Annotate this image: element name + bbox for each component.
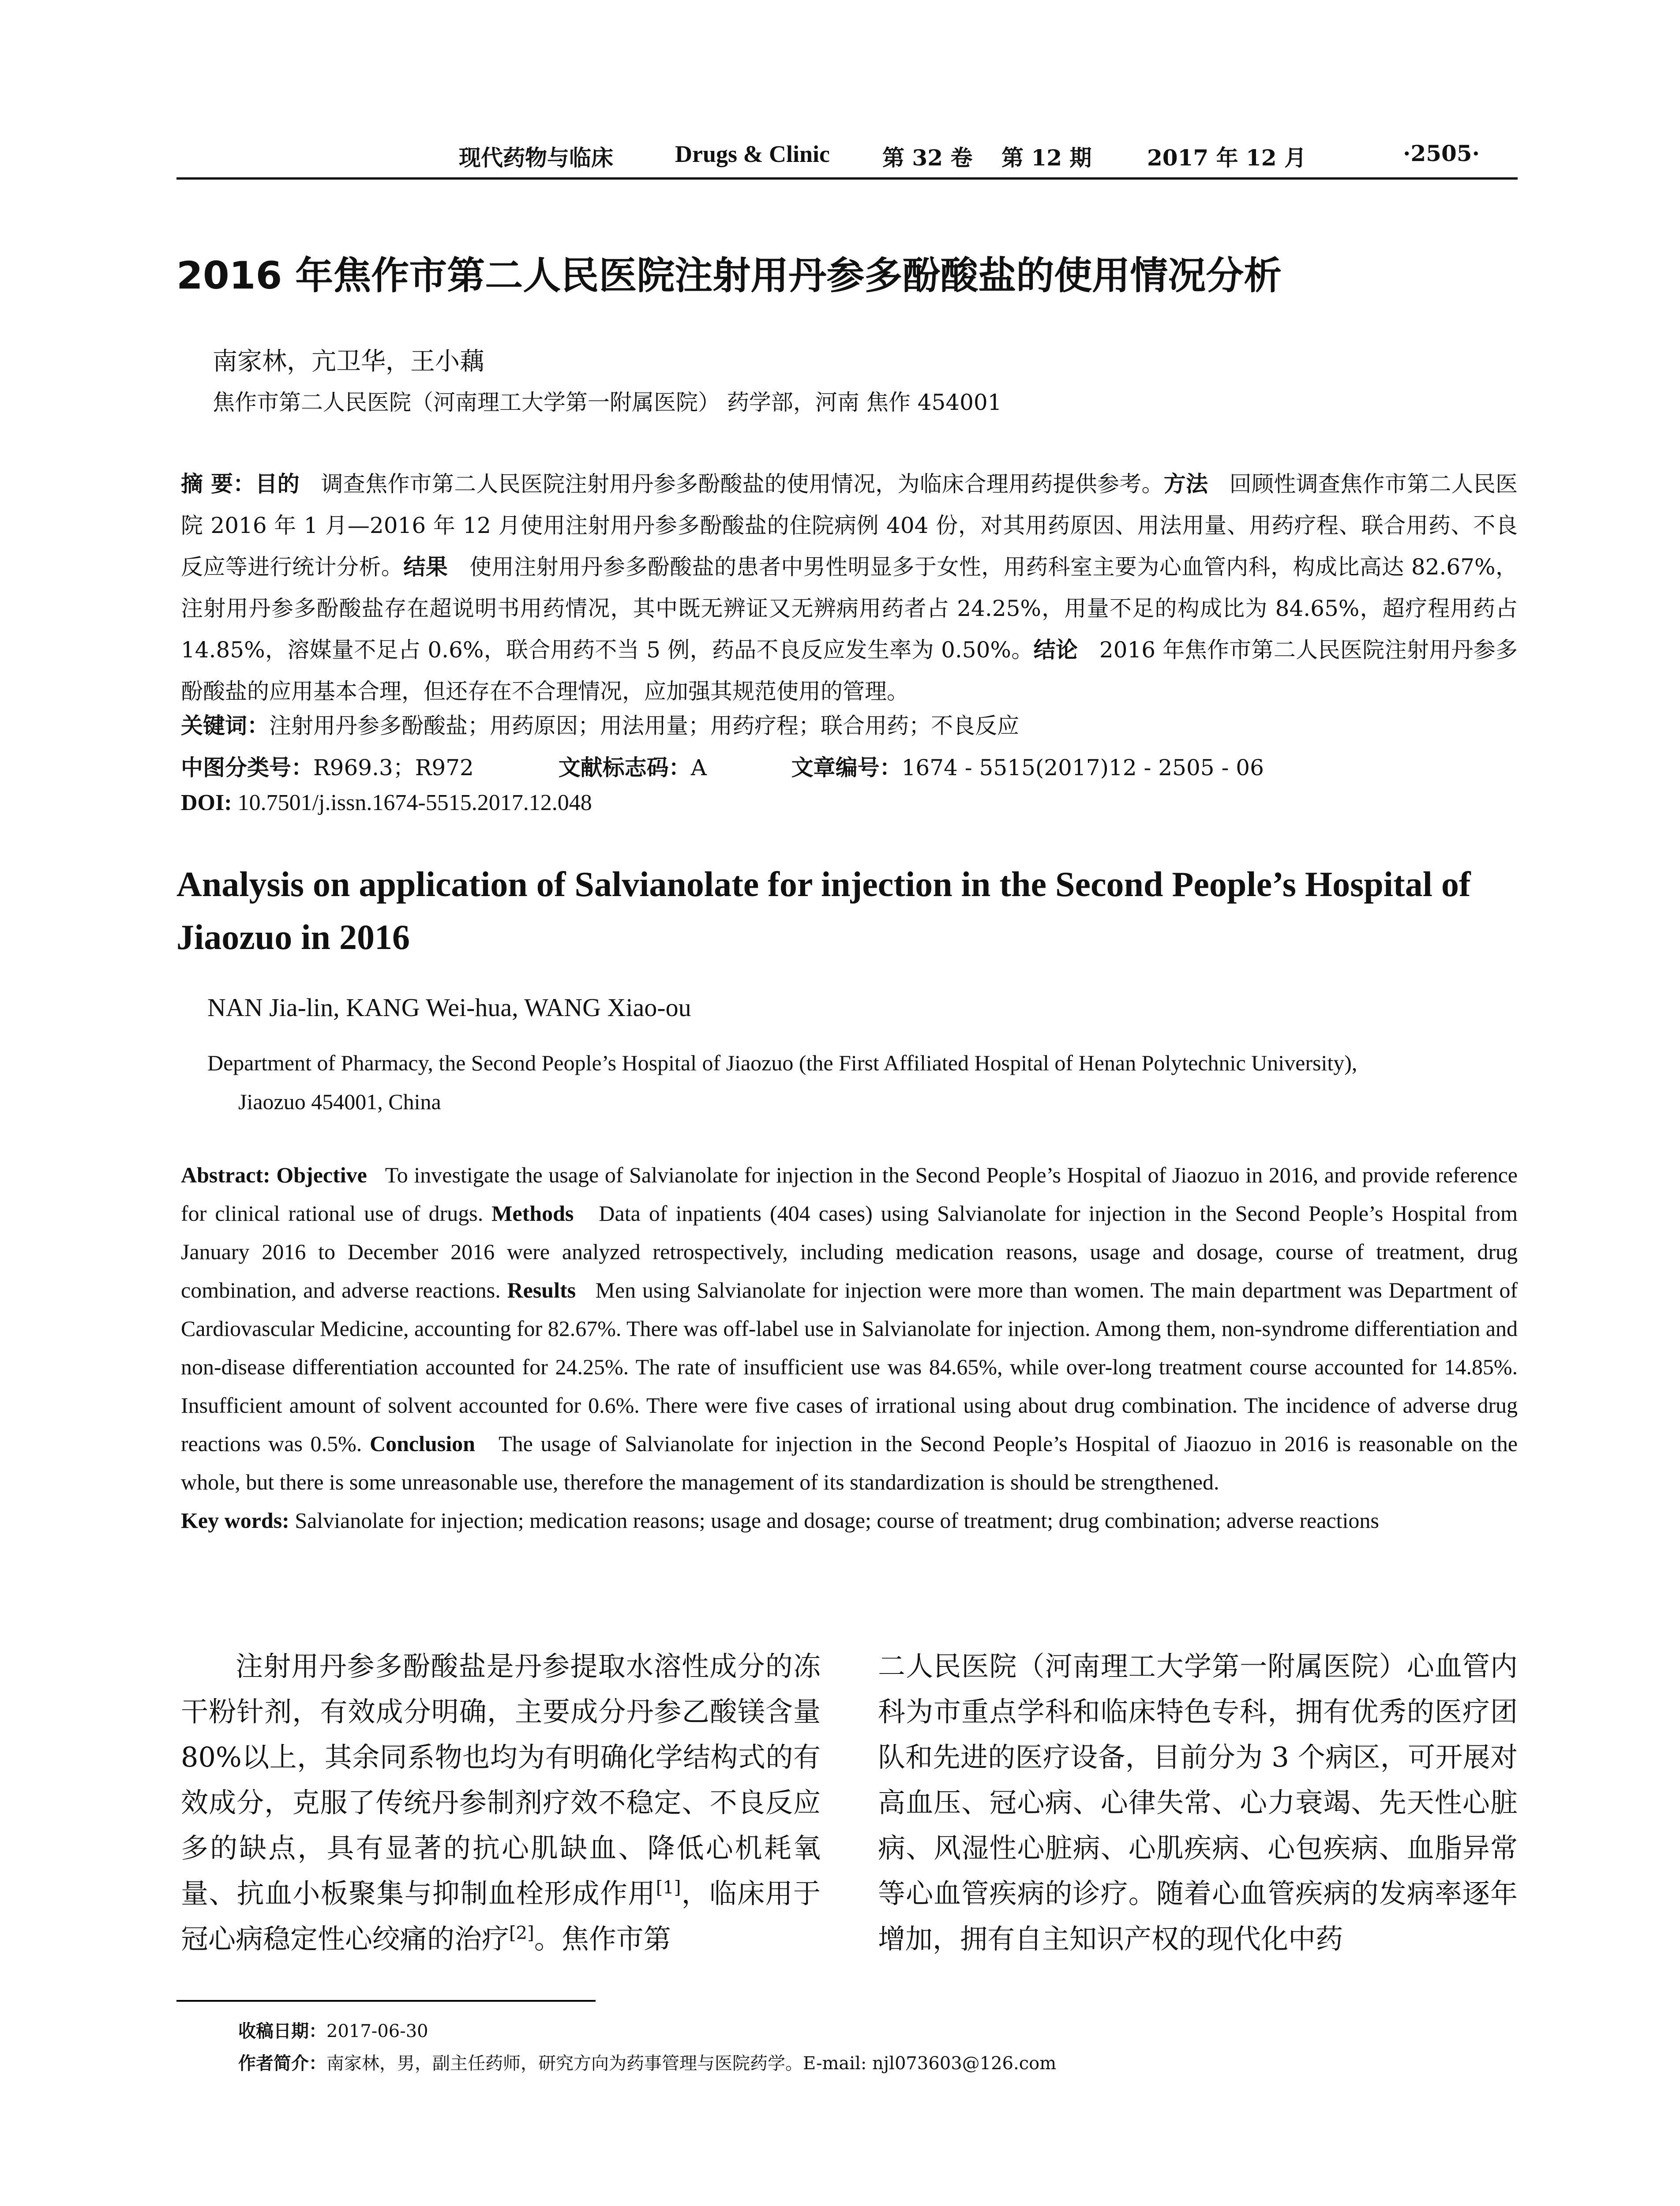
author-bio-label: 作者简介： — [238, 2053, 326, 2074]
affiliation-en-line2: Jiaozuo 454001, China — [238, 1089, 441, 1114]
page-number: ·2505· — [1403, 140, 1480, 166]
affiliation-cn: 焦作市第二人民医院（河南理工大学第一附属医院） 药学部，河南 焦作 454001 — [213, 390, 1002, 415]
doi-label: DOI: — [181, 790, 232, 815]
clc-label: 中图分类号： — [181, 755, 313, 780]
abstract-label-cn: 摘 要： — [181, 471, 255, 497]
running-header — [176, 140, 1518, 171]
conclusion-en: The usage of Salvianolate for injection in the Second People’s Hospital of Jiaozuo in 2016 is reasonable on the whole, but there is some unreasonable use, therefore the management of its standardization is should be strengthened. — [181, 1431, 1518, 1494]
body-column-right: 二人民医院（河南理工大学第一附属医院）心血管内科为市重点学科和临床特色专科，拥有优秀的医疗团队和先进的医疗设备，目前分为 3 个病区，可开展对高血压、冠心病、心律失常、心力衰竭、先天性心脏病、风湿性心脏病、心肌疾病、心包疾病、血脂异常等心血管疾病的诊疗。随着心血管疾病的发病率逐年增加，拥有自主知识产权的现代化中药 — [878, 1650, 1518, 1955]
classification-line — [181, 750, 1264, 782]
document-code: A — [690, 755, 707, 780]
abstract-cn — [181, 463, 1518, 712]
body-left-text-3: 。焦作市第 — [534, 1923, 671, 1955]
authors-cn: 南家林，亢卫华，王小藕 — [213, 347, 484, 376]
received-date-note — [238, 2017, 428, 2042]
body-left-text-1: 注射用丹参多酚酸盐是丹参提取水溶性成分的冻干粉针剂，有效成分明确，主要成分丹参乙酸镁含量 80%以上，其余同系物也均为有明确化学结构式的有效成分，克服了传统丹参制剂疗效不稳定、不良反应多的缺点，具有显著的抗心肌缺血、降低心机耗氧量、抗血小板聚集与抑制血栓形成作用 — [181, 1650, 821, 1910]
keywords-label-en: Key words: — [181, 1508, 289, 1533]
abstract-label-en: Abstract: Objective — [181, 1163, 367, 1187]
article-number-label: 文章编号： — [791, 755, 902, 780]
objective-en: To investigate the usage of Salvianolate for injection in the Second People’s Hospital of Jiaozuo in 2016, and provide reference for clinical rational use of drugs. — [181, 1163, 1518, 1226]
abstract-en — [181, 1156, 1518, 1540]
title-en: Analysis on application of Salvianolate for injection in the Second People’s Hospital of Jiaozuo in 2016 — [176, 865, 1471, 957]
conclusion-label-en: Conclusion — [370, 1431, 475, 1456]
received-date: 2017-06-30 — [326, 2021, 428, 2041]
journal-name-cn: 现代药物与临床 — [459, 145, 613, 171]
conclusion-cn: 2016 年焦作市第二人民医院注射用丹参多酚酸盐的应用基本合理，但还存在不合理情况，应加强其规范使用的管理。 — [181, 637, 1518, 704]
conclusion-label-cn: 结论 — [1033, 637, 1078, 663]
keywords-text-cn: 注射用丹参多酚酸盐；用药原因；用法用量；用药疗程；联合用药；不良反应 — [269, 713, 1019, 739]
header-divider — [176, 177, 1518, 180]
author-bio: 南家林，男，副主任药师，研究方向为药事管理与医院药学。E-mail: njl073603@126.com — [326, 2053, 1057, 2074]
doi-value: 10.7501/j.issn.1674-5515.2017.12.048 — [237, 790, 592, 815]
issue: 第 12 期 — [1001, 145, 1092, 171]
citation-2[interactable]: [2] — [509, 1923, 534, 1943]
authors-en: NAN Jia-lin, KANG Wei-hua, WANG Xiao-ou — [207, 993, 691, 1022]
received-label: 收稿日期： — [238, 2021, 326, 2041]
methods-label-en: Methods — [491, 1201, 574, 1226]
objective-cn: 调查焦作市第二人民医院注射用丹参多酚酸盐的使用情况，为临床合理用药提供参考。 — [321, 471, 1164, 497]
body-left-text-2: ，临床用于冠心病稳定性心绞痛的治疗 — [181, 1877, 821, 1955]
methods-en: Data of inpatients (404 cases) using Salvianolate for injection in the Second People’s Hospital from January 2016 to December 2016 were analyzed retrospectively, including medication reasons, usage and dosage, course of treatment, drug combination, and adverse reactions. — [181, 1201, 1518, 1302]
methods-cn: 回顾性调查焦作市第二人民医院 2016 年 1 月—2016 年 12 月使用注射用丹参多酚酸盐的住院病例 404 份，对其用药原因、用法用量、用药疗程、联合用药、不良反应等进行统计分析。 — [181, 471, 1518, 580]
author-bio-note — [238, 2049, 1056, 2075]
doi-line — [181, 790, 592, 816]
keywords-label-cn: 关键词： — [181, 713, 269, 739]
body-column-left — [181, 1643, 821, 1962]
volume: 第 32 卷 — [882, 145, 973, 171]
citation-1[interactable]: [1] — [656, 1877, 681, 1898]
results-label-cn: 结果 — [403, 554, 448, 580]
footnote-divider — [176, 2000, 596, 2002]
methods-label-cn: 方法 — [1163, 471, 1208, 497]
clc-number: R969.3；R972 — [313, 755, 474, 780]
affiliation-en — [207, 1043, 1513, 1121]
issue-date: 2017 年 12 月 — [1147, 145, 1306, 171]
results-cn: 使用注射用丹参多酚酸盐的患者中男性明显多于女性，用药科室主要为心血管内科，构成比高达 82.67%，注射用丹参多酚酸盐存在超说明书用药情况，其中既无辨证又无辨病用药者占 24.25%，用量不足的构成比为 84.65%，超疗程用药占 14.85%，溶媒量不足占 0.6%，联合用药不当 5 例，药品不良反应发生率为 0.50%。 — [181, 554, 1518, 663]
objective-label-cn: 目的 — [255, 471, 300, 497]
document-code-label: 文献标志码： — [558, 755, 691, 780]
keywords-en: Salvianolate for injection; medication reasons; usage and dosage; course of treatment; drug combination; adverse reactions — [295, 1508, 1379, 1533]
article-number: 1674 - 5515(2017)12 - 2505 - 06 — [901, 755, 1264, 780]
affiliation-en-line1: Department of Pharmacy, the Second People’s Hospital of Jiaozuo (the First Affiliated Hospital of Henan Polytechnic University), — [207, 1050, 1358, 1075]
journal-name-en: Drugs & Clinic — [675, 141, 830, 167]
results-label-en: Results — [507, 1278, 576, 1302]
keywords-cn — [181, 708, 1019, 740]
results-en: Men using Salvianolate for injection were more than women. The main department was Department of Cardiovascular Medicine, accounting for 82.67%. There was off-label use in Salvianolate for injection. Among them, non-syndrome differentiation and non-disease differentiation accounted for 24.25%. The rate of insufficient use was 84.65%, while over-long treatment course accounted for 14.85%. Insufficient amount of solvent accounted for 0.6%. There were five cases of irrational using about drug combination. The incidence of adverse drug reactions was 0.5%. — [181, 1278, 1518, 1456]
title-cn: 2016 年焦作市第二人民医院注射用丹参多酚酸盐的使用情况分析 — [176, 254, 1282, 298]
